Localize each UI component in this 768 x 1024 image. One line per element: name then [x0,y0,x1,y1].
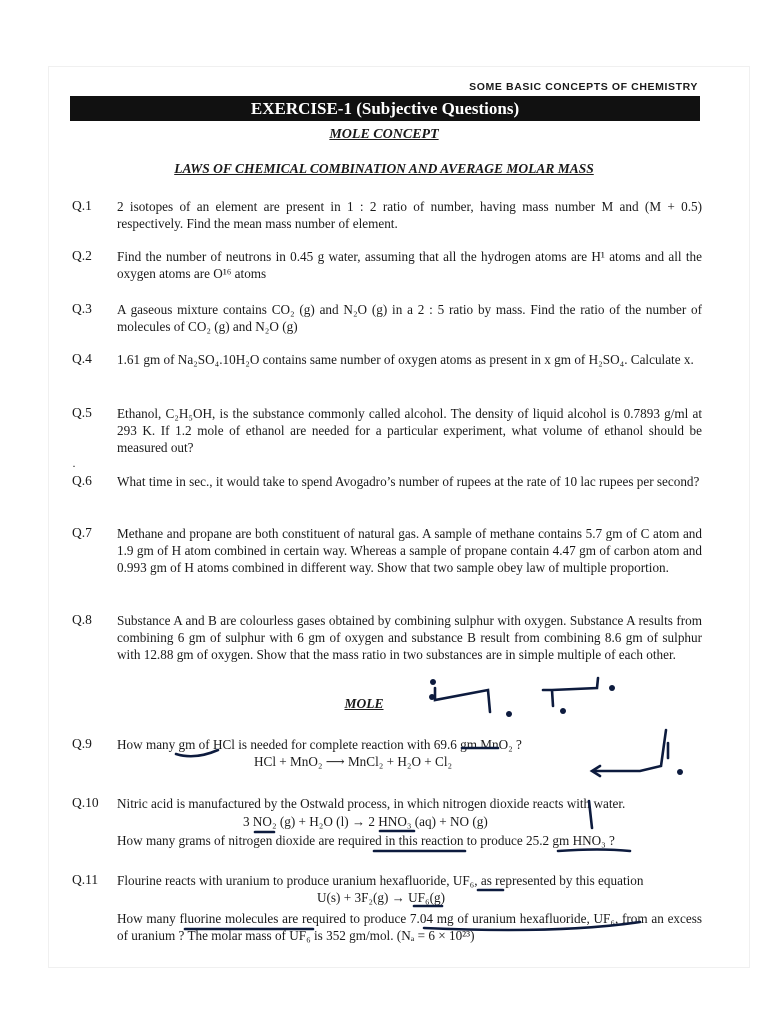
reaction-equation: 3 NO₂ (g) + H₂O (l) → 2 HNO₃ (aq) + NO (g) [243,814,488,829]
question-number: Q.1 [72,198,92,213]
exercise-title-banner [70,96,700,121]
question-text: Flourine reacts with uranium to produce uranium hexafluoride, UF₆, as represented by this equation [117,873,644,888]
question-number: Q.11 [72,872,99,887]
question-text: Nitric acid is manufactured by the Ostwald process, in which nitrogen dioxide reacts with water. [117,796,626,811]
question-text: How many gm of HCl is needed for complete reaction with 69.6 gm MnO₂ ? [117,737,522,752]
question-number: Q.9 [72,736,92,751]
question-text: A gaseous mixture contains CO₂ (g) and N₂O (g) in a 2 : 5 ratio by mass. Find the ratio of the number of molecules of CO₂ (g) and N₂O (g) [117,302,702,334]
question-text: Methane and propane are both constituent of natural gas. A sample of methane contains 5.7 gm of C atom and 1.9 gm of H atom combined in certain way. Whereas a sample of propane contain 4.47 gm of carbon atom and 0.993 gm of H atoms combined in different way. Show that two sample obey law of multiple proportion. [117,526,702,575]
exercise-title: EXERCISE-1 (Subjective Questions) [250,98,520,118]
question-number: Q.2 [72,248,92,263]
question-text: How many grams of nitrogen dioxide are required in this reaction to produce 25.2 gm HNO₃ ? [117,833,615,848]
stray-dot: · [72,459,76,473]
question-text: 2 isotopes of an element are present in 1 : 2 ratio of number, having mass number M and (M + 0.5) respectively. Find the mean mass number of element. [117,199,702,231]
reaction-equation: U(s) + 3F₂(g) → UF₆(g) [317,890,445,905]
question-number: Q.4 [72,351,92,366]
question-number: Q.10 [72,795,99,810]
question-text: Substance A and B are colourless gases obtained by combining sulphur with oxygen. Substance A results from combining 6 gm of sulphur with 6 gm of oxygen and substance B result from combining 8.6 gm of sulphur with 12.88 gm of oxygen. Show that the mass ratio in two substances are in simple multiple of each other. [117,613,702,662]
question-number: Q.5 [72,405,92,420]
reaction-equation: HCl + MnO₂ ⟶ MnCl₂ + H₂O + Cl₂ [254,754,453,769]
question-text: 1.61 gm of Na₂SO₄.10H₂O contains same number of oxygen atoms as present in x gm of H₂SO₄. Calculate x. [117,352,694,367]
section-title: MOLE CONCEPT [329,127,439,142]
question-text: Find the number of neutrons in 0.45 g water, assuming that all the hydrogen atoms are H¹ atoms and all the oxygen atoms are O¹⁶ atoms [117,249,702,281]
question-number: Q.3 [72,301,92,316]
subsection-title: LAWS OF CHEMICAL COMBINATION AND AVERAGE MOLAR MASS [174,161,594,176]
question-number: Q.7 [72,525,92,540]
running-title: SOME BASIC CONCEPTS OF CHEMISTRY [469,81,698,93]
question-text: What time in sec., it would take to spend Avogadro’s number of rupees at the rate of 10 lac rupees per second? [117,474,700,489]
question-number: Q.6 [72,473,92,488]
question-number: Q.8 [72,612,92,627]
mole-heading: MOLE [344,696,384,711]
question-text: Ethanol, C₂H₅OH, is the substance commonly called alcohol. The density of liquid alcohol is 0.7893 g/ml at 293 K. If 1.2 mole of ethanol are needed for a particular experiment, what volume of ethanol should be measured out? [117,406,702,455]
question-text: How many fluorine molecules are required to produce 7.04 mg of uranium hexafluoride, UF₆, from an excess of uranium ? The molar mass of UF₆ is 352 gm/mol. (Nₐ = 6 × 10²³) [117,911,702,943]
